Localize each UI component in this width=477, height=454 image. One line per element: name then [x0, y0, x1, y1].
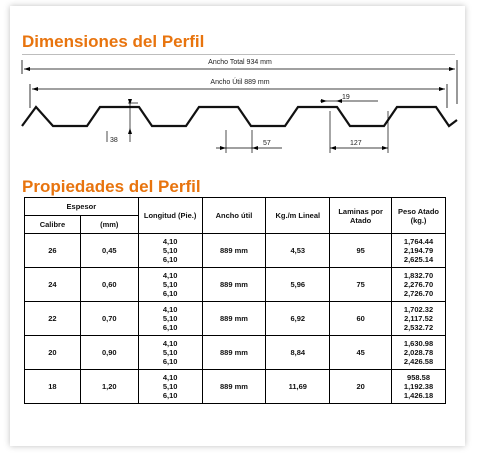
table-row	[25, 336, 446, 370]
ancho-total-label: Ancho Total 934 mm	[208, 59, 272, 66]
cell-laminas: 60	[330, 302, 392, 336]
table-row	[25, 302, 446, 336]
cell-peso: 1,702.32 2,117.52 2,532.72	[392, 302, 446, 336]
cell-laminas: 45	[330, 336, 392, 370]
cell-mm: 0,45	[80, 234, 138, 268]
header-mm: (mm)	[80, 216, 138, 234]
ancho-util-label: Ancho Útil 889 mm	[210, 79, 270, 86]
cell-longitud: 4,10 5,10 6,10	[138, 234, 202, 268]
cell-longitud: 4,10 5,10 6,10	[138, 268, 202, 302]
header-ancho-util: Ancho útil	[202, 198, 266, 234]
cell-kg: 8,84	[266, 336, 330, 370]
header-espesor: Espesor	[25, 198, 139, 216]
dim-19-label: 19	[342, 94, 350, 101]
header-calibre: Calibre	[25, 216, 81, 234]
header-longitud: Longitud (Pie.)	[138, 198, 202, 234]
profile-section-title: Dimensiones del Perfil	[22, 32, 205, 51]
cell-kg: 5,96	[266, 268, 330, 302]
cell-peso: 1,832.70 2,276.70 2,726.70	[392, 268, 446, 302]
cell-calibre: 24	[25, 268, 81, 302]
profile-diagram	[0, 0, 477, 175]
header-kg-m: Kg./m Lineal	[266, 198, 330, 234]
cell-calibre: 20	[25, 336, 81, 370]
cell-mm: 0,90	[80, 336, 138, 370]
header-laminas: Laminas por Atado	[330, 198, 392, 234]
cell-laminas: 75	[330, 268, 392, 302]
cell-ancho: 889 mm	[202, 268, 266, 302]
cell-peso: 958.58 1,192.38 1,426.18	[392, 370, 446, 404]
cell-ancho: 889 mm	[202, 336, 266, 370]
cell-ancho: 889 mm	[202, 370, 266, 404]
cell-kg: 6,92	[266, 302, 330, 336]
cell-longitud: 4,10 5,10 6,10	[138, 336, 202, 370]
cell-kg: 4,53	[266, 234, 330, 268]
cell-peso: 1,630.98 2,028.78 2,426.58	[392, 336, 446, 370]
properties-table	[24, 197, 446, 404]
profile-shape	[22, 107, 457, 126]
cell-laminas: 20	[330, 370, 392, 404]
cell-longitud: 4,10 5,10 6,10	[138, 302, 202, 336]
table-row	[25, 234, 446, 268]
properties-section-title: Propiedades del Perfil	[22, 177, 201, 196]
cell-calibre: 18	[25, 370, 81, 404]
cell-peso: 1,764.44 2,194.79 2,625.14	[392, 234, 446, 268]
cell-mm: 1,20	[80, 370, 138, 404]
dim-57-label: 57	[263, 140, 271, 147]
cell-mm: 0,60	[80, 268, 138, 302]
header-peso: Peso Atado (kg.)	[392, 198, 446, 234]
cell-longitud: 4,10 5,10 6,10	[138, 370, 202, 404]
cell-kg: 11,69	[266, 370, 330, 404]
cell-mm: 0,70	[80, 302, 138, 336]
cell-calibre: 22	[25, 302, 81, 336]
cell-calibre: 26	[25, 234, 81, 268]
dim-127-label: 127	[350, 140, 362, 147]
table-row	[25, 268, 446, 302]
table-row	[25, 370, 446, 404]
cell-laminas: 95	[330, 234, 392, 268]
cell-ancho: 889 mm	[202, 234, 266, 268]
cell-ancho: 889 mm	[202, 302, 266, 336]
dim-38-label: 38	[110, 137, 118, 144]
